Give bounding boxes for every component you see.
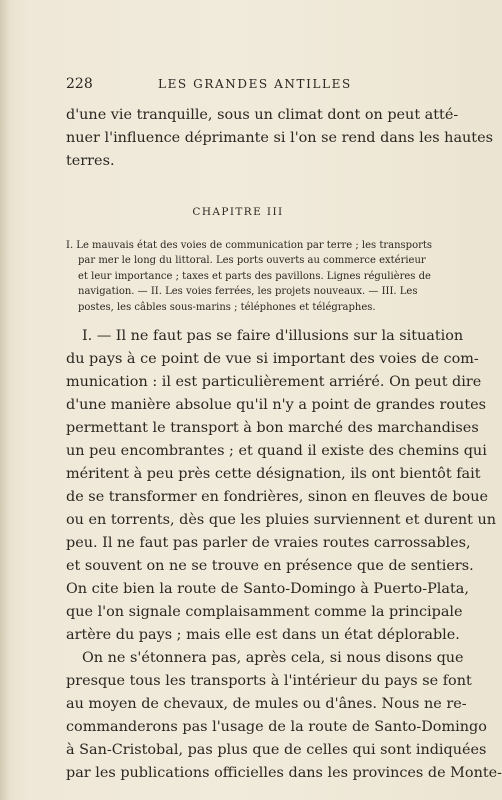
text-line: ou en torrents, dès que les pluies surviennent et durent un bbox=[66, 512, 497, 528]
text-line: artère du pays ; mais elle est dans un état déplorable. bbox=[66, 627, 460, 643]
text-line: de se transformer en fondrières, sinon en fleuves de boue bbox=[66, 489, 488, 505]
chapter-heading: CHAPITRE III bbox=[192, 206, 284, 218]
text-line: et souvent on ne se trouve en présence que de sentiers. bbox=[66, 558, 474, 574]
body-text bbox=[66, 325, 502, 785]
page-number: 228 bbox=[66, 76, 93, 92]
summary-line: postes, les câbles sous-marins ; téléphones et télégraphes. bbox=[78, 301, 376, 313]
page-header bbox=[66, 76, 410, 94]
text-line: par les publications officielles dans les provinces de Monte- bbox=[66, 765, 502, 781]
summary-line: par mer le long du littoral. Les ports ouverts au commerce extérieur bbox=[78, 255, 426, 267]
text-line: munication : il est particulièrement arriéré. On peut dire bbox=[66, 374, 482, 390]
text-line: commanderons pas l'usage de la route de Santo-Domingo bbox=[66, 719, 487, 735]
running-title: LES GRANDES ANTILLES bbox=[158, 77, 352, 91]
text-line: nuer l'influence déprimante si l'on se rend dans les hautes bbox=[66, 130, 493, 146]
text-line: à San-Cristobal, pas plus que de celles qui sont indiquées bbox=[66, 742, 487, 758]
top-paragraph bbox=[66, 104, 493, 173]
text-line: méritent à peu près cette désignation, ils ont bientôt fait bbox=[66, 466, 481, 482]
text-line: un peu encombrantes ; et quand il existe des chemins qui bbox=[66, 443, 487, 459]
text-line: presque tous les transports à l'intérieur du pays se font bbox=[66, 673, 472, 689]
summary-line: et leur importance ; taxes et parts des pavillons. Lignes régulières de bbox=[78, 270, 431, 282]
text-line: On cite bien la route de Santo-Domingo à Puerto-Plata, bbox=[66, 581, 469, 597]
text-line: d'une manière absolue qu'il n'y a point de grandes routes bbox=[66, 397, 487, 413]
text-line: du pays à ce point de vue si important des voies de com- bbox=[66, 351, 479, 367]
text-line: On ne s'étonnera pas, après cela, si nous disons que bbox=[82, 650, 464, 666]
spine-shadow bbox=[0, 0, 10, 800]
text-line: peu. Il ne faut pas parler de vraies routes carrossables, bbox=[66, 535, 471, 551]
text-line: que l'on signale complaisamment comme la principale bbox=[66, 604, 463, 620]
text-line: terres. bbox=[66, 153, 115, 169]
text-line: au moyen de chevaux, de mules ou d'ânes. Nous ne re- bbox=[66, 696, 467, 712]
chapter-summary bbox=[66, 238, 433, 315]
summary-line: I. Le mauvais état des voies de communication par terre ; les transports bbox=[66, 240, 433, 251]
text-line: permettant le transport à bon marché des marchandises bbox=[66, 420, 479, 436]
text-line: d'une vie tranquille, sous un climat dont on peut atté- bbox=[66, 107, 459, 123]
text-line: I. — Il ne faut pas se faire d'illusions sur la situation bbox=[82, 328, 464, 344]
summary-line: navigation. — II. Les voies ferrées, les projets nouveaux. — III. Les bbox=[78, 286, 418, 298]
